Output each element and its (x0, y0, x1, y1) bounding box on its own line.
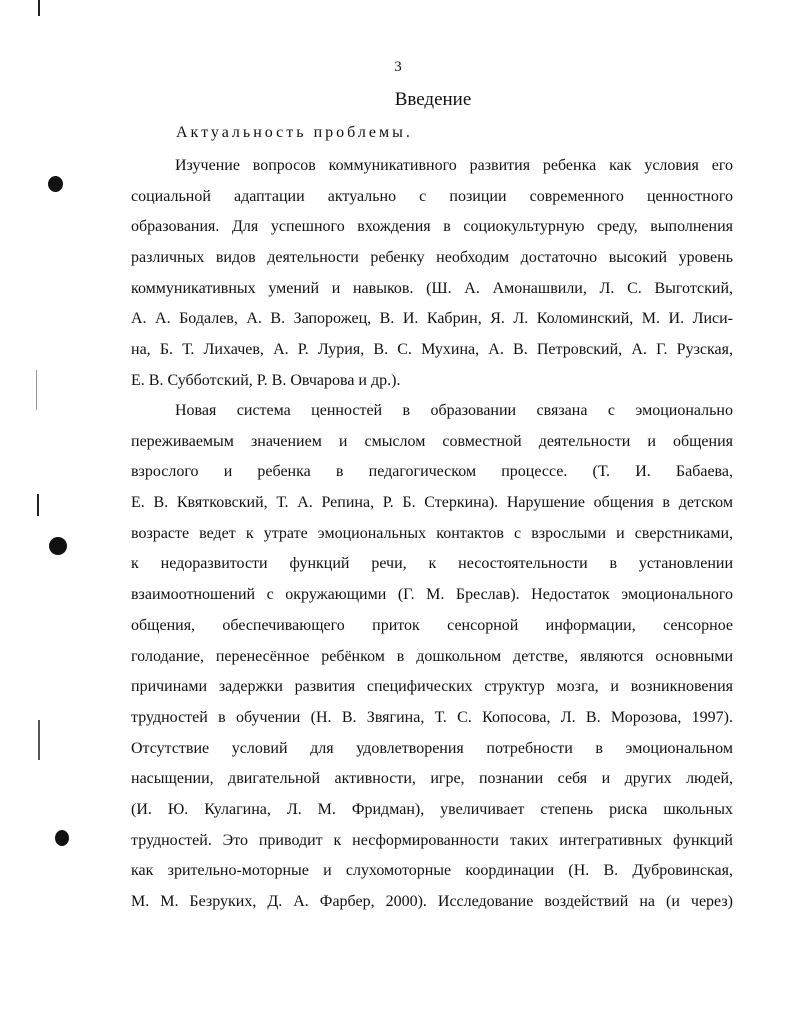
text-line: социальной адаптации актуально с позиции современного ценностного (131, 187, 733, 205)
scan-blot (49, 537, 67, 555)
text-line: Новая система ценностей в образовании связана с эмоционально (175, 402, 733, 419)
text-line: взаимоотношений с окружающими (Г. М. Бреслав). Недостаток эмоционального (131, 586, 733, 604)
text-line: как зрительно-моторные и слухомоторные координации (Н. В. Дубровинская, (131, 862, 733, 880)
text-line: к недоразвитости функций речи, к несостоятельности в установлении (131, 555, 733, 573)
scan-mark (37, 494, 39, 516)
text-line: насыщении, двигательной активности, игре, познании себя и других людей, (131, 770, 733, 788)
text-line: Изучение вопросов коммуникативного развития ребенка как условия его (175, 157, 733, 174)
text-line: взрослого и ребенка в педагогическом процессе. (Т. И. Бабаева, (131, 463, 733, 481)
text-line: образования. Для успешного вхождения в социокультурную среду, выполнения (131, 218, 733, 236)
text-line: общения, обеспечивающего приток сенсорной информации, сенсорное (131, 616, 733, 634)
text-line: возрасте ведет к утрате эмоциональных контактов с взрослыми и сверстниками, (131, 524, 733, 542)
scan-mark (36, 370, 37, 410)
section-heading: Актуальность проблемы. (176, 124, 413, 141)
scan-mark (38, 720, 40, 760)
page-number: 3 (394, 59, 402, 75)
text-line: коммуникативных умений и навыков. (Ш. А. Амонашвили, Л. С. Выготский, (131, 279, 733, 297)
text-line: Отсутствие условий для удовлетворения потребности в эмоциональном (131, 739, 733, 757)
scan-blot (48, 176, 63, 192)
text-line: переживаемым значением и смыслом совместной деятельности и общения (131, 432, 733, 450)
text-line: А. А. Бодалев, А. В. Запорожец, В. И. Кабрин, Я. Л. Коломинский, М. И. Лиси- (131, 310, 733, 328)
text-line: причинами задержки развития специфических структур мозга, и возникновения (131, 678, 733, 696)
text-line: (И. Ю. Кулагина, Л. М. Фридман), увеличивает степень риска школьных (131, 800, 733, 818)
text-line: на, Б. Т. Лихачев, А. Р. Лурия, В. С. Мухина, А. В. Петровский, А. Г. Рузская, (131, 341, 733, 359)
text-line: Е. В. Субботский, Р. В. Овчарова и др.). (131, 371, 401, 389)
page-title: Введение (394, 89, 472, 110)
text-line: трудностей в обучении (Н. В. Звягина, Т. С. Копосова, Л. В. Морозова, 1997). (131, 708, 733, 726)
text-line: М. М. Безруких, Д. А. Фарбер, 2000). Исследование воздействий на (и через) (131, 893, 733, 910)
paragraph-2 (131, 396, 733, 918)
text-line: различных видов деятельности ребенку необходим достаточно высокий уровень (131, 249, 733, 267)
paragraph-1 (131, 151, 733, 397)
text-line: трудностей. Это приводит к несформированности таких интегративных функций (131, 831, 733, 849)
scan-mark (38, 0, 40, 16)
text-line: голодание, перенесённое ребёнком в дошкольном детстве, являются основными (131, 647, 733, 665)
text-line: Е. В. Квятковский, Т. А. Репина, Р. Б. Стеркина). Нарушение общения в детском (131, 494, 733, 512)
scan-blot (55, 830, 69, 846)
